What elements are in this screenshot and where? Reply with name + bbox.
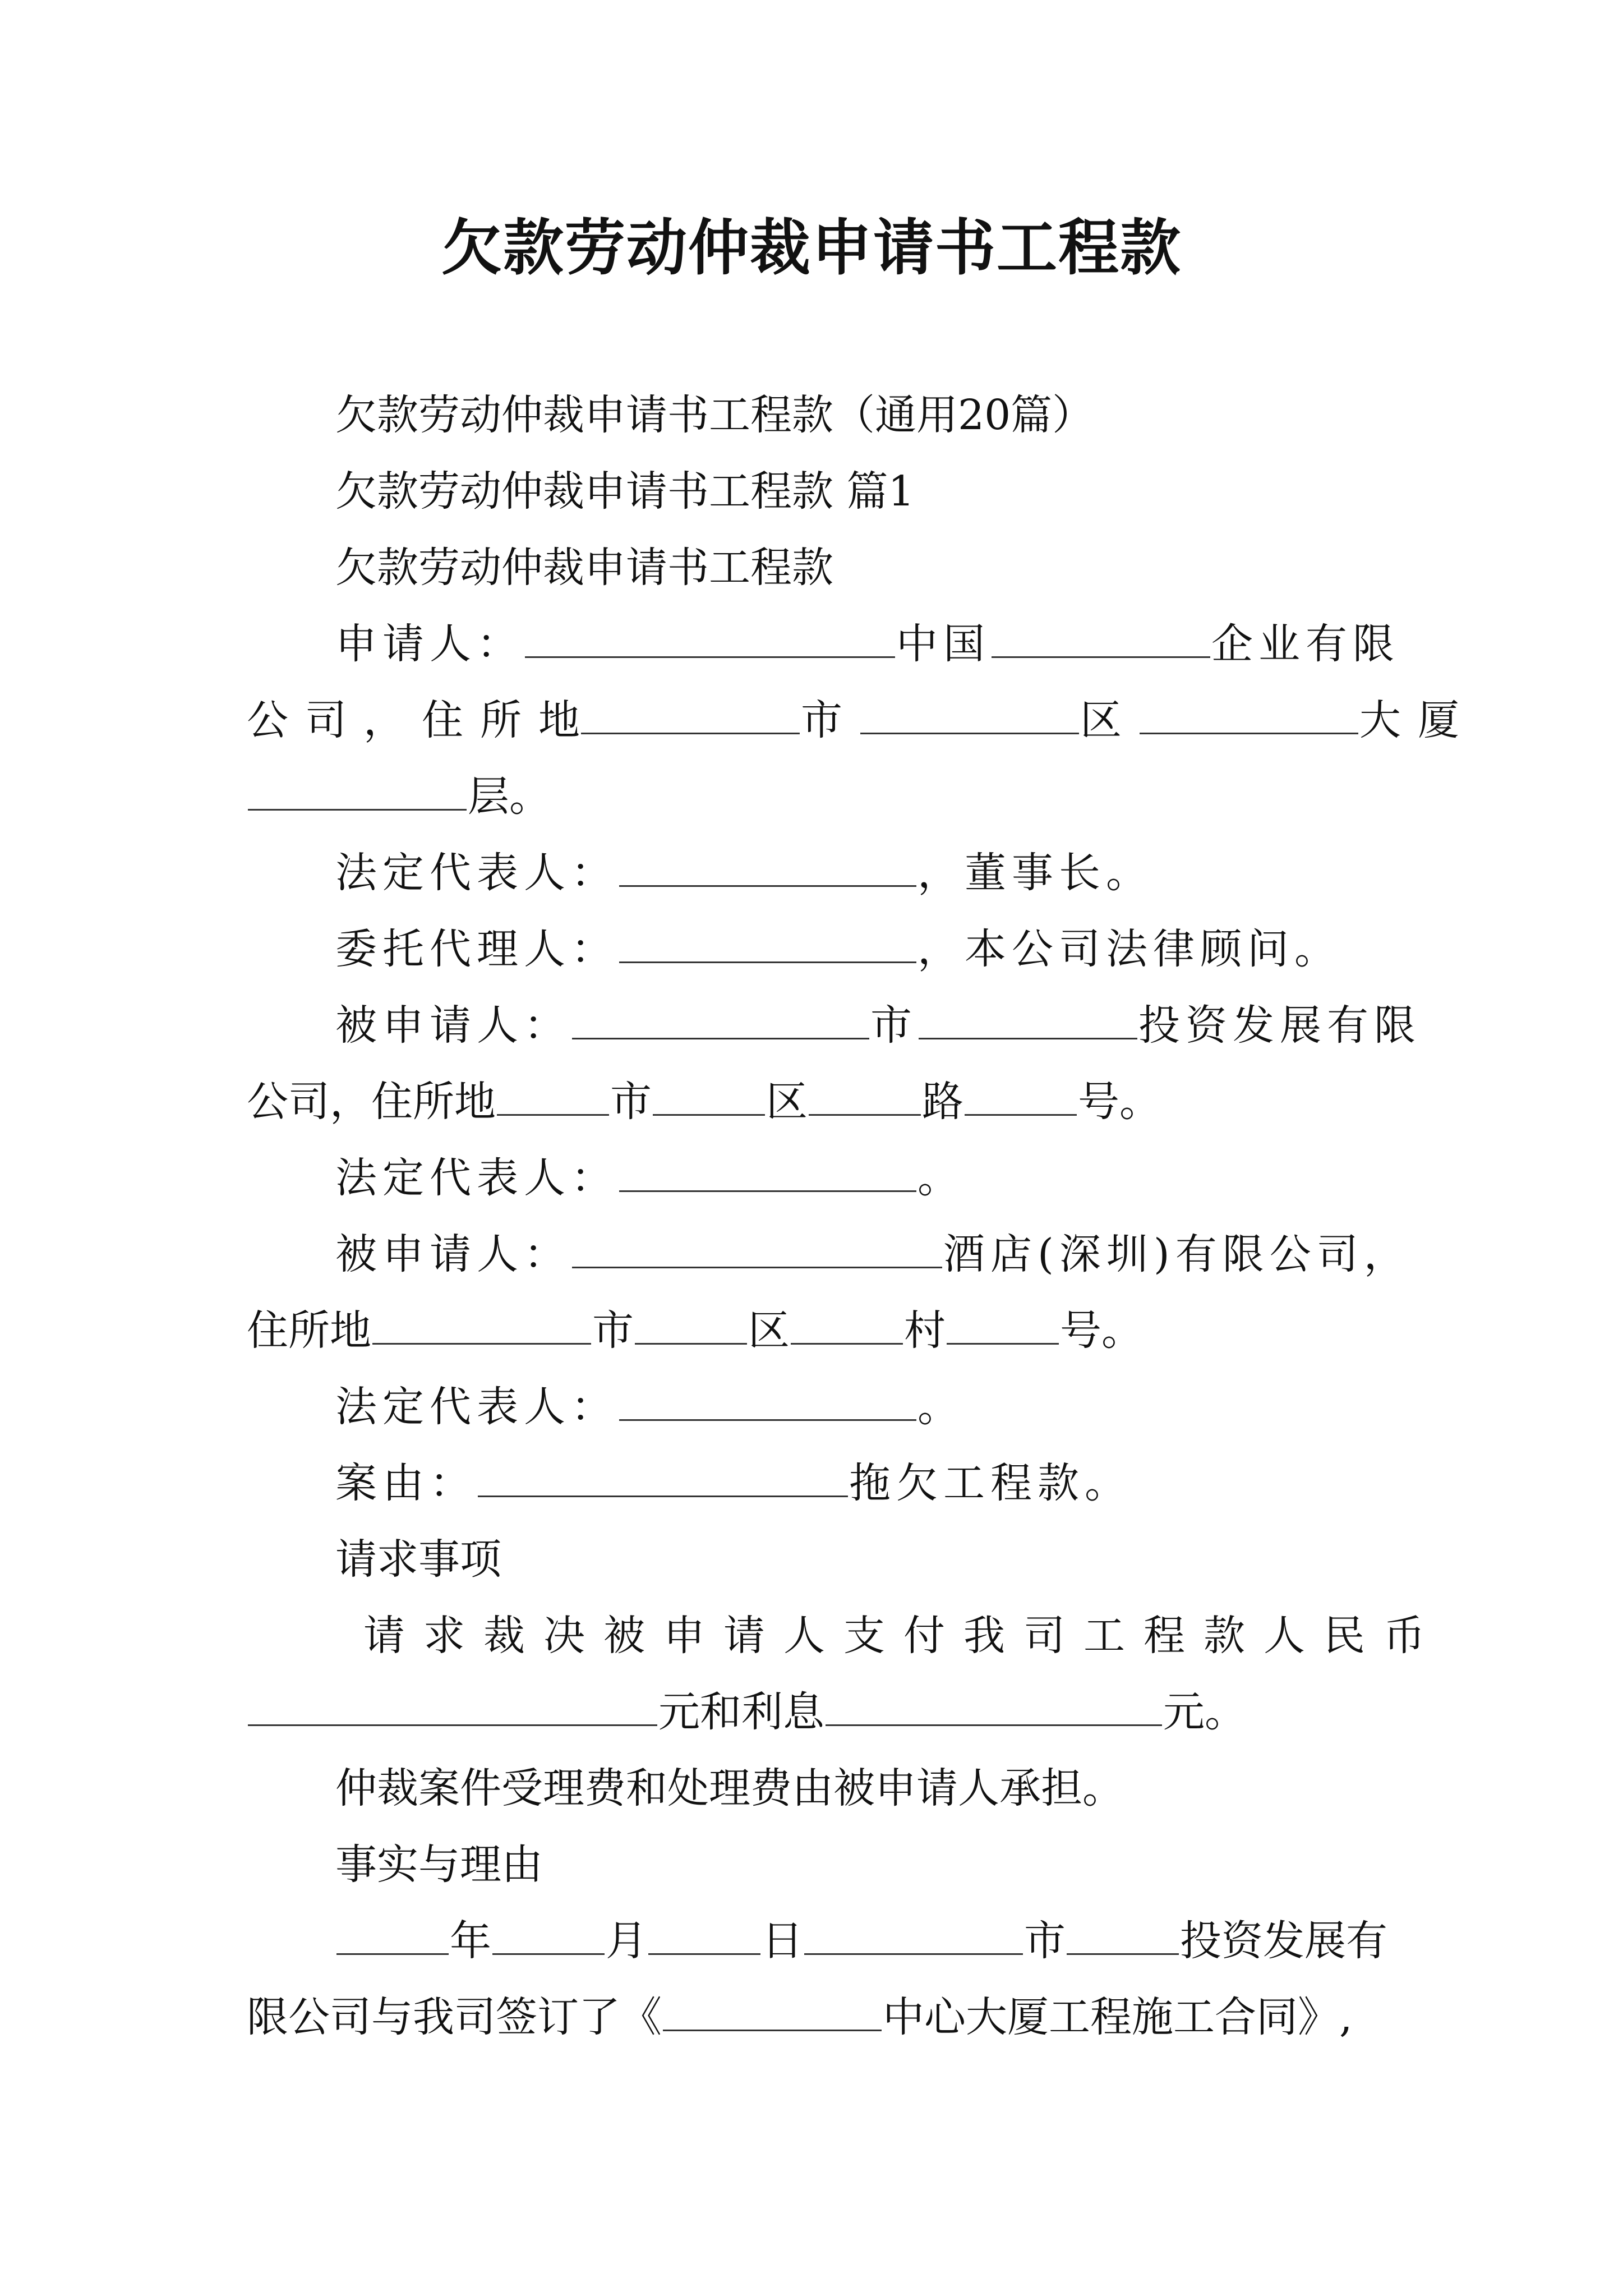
respondent-text: 号。 xyxy=(1078,1078,1161,1126)
blank-field xyxy=(826,1690,1162,1726)
document-title: 欠款劳动仲裁申请书工程款 xyxy=(441,213,1182,283)
blank-field xyxy=(478,1461,848,1497)
legal-rep-line-3 xyxy=(335,1379,965,1435)
facts-heading: 事实与理由 xyxy=(335,1841,543,1889)
blank-field xyxy=(572,1003,869,1039)
facts-text: 中心大厦工程施工合同》, xyxy=(883,1993,1353,2041)
legal-rep-suffix: 。 xyxy=(917,1154,965,1202)
respondent-text: 市 xyxy=(610,1078,652,1126)
blank-field xyxy=(525,622,895,658)
applicant-text: 市 xyxy=(801,696,859,744)
blank-field xyxy=(572,1232,942,1268)
claim-1-line-2 xyxy=(247,1684,1246,1740)
legal-rep-suffix: 。 xyxy=(917,1383,965,1431)
applicant-text: 层。 xyxy=(468,772,551,821)
respondent-text: 区 xyxy=(766,1078,808,1126)
cause-line xyxy=(335,1455,1132,1511)
respondent-label: 被申请人： xyxy=(335,1230,571,1278)
legal-rep-line-1 xyxy=(335,845,1153,901)
blank-field xyxy=(248,1690,657,1726)
blank-field xyxy=(336,1918,449,1955)
claim-text: 元。 xyxy=(1163,1688,1246,1736)
applicant-text: 中国 xyxy=(896,620,990,668)
blank-field xyxy=(1067,1918,1179,1955)
blank-field xyxy=(653,1079,765,1116)
applicant-label: 申请人： xyxy=(335,620,524,668)
blank-field xyxy=(619,1384,916,1421)
applicant-text: 区 xyxy=(1080,696,1138,744)
facts-text: 日 xyxy=(762,1917,803,1965)
applicant-line-1 xyxy=(335,616,1400,672)
respondent-text: 市 xyxy=(592,1306,634,1355)
legal-rep-label: 法定代表人： xyxy=(335,849,618,897)
claims-heading: 请求事项 xyxy=(335,1535,501,1584)
blank-field xyxy=(992,622,1210,658)
facts-line-1 xyxy=(335,1913,1387,1969)
cause-suffix: 拖欠工程款。 xyxy=(849,1459,1132,1507)
respondent-text: 酒店(深圳)有限公司， xyxy=(943,1230,1411,1278)
blank-field xyxy=(581,698,800,734)
respondent-text: 区 xyxy=(748,1306,790,1355)
respondent-text: 住所地 xyxy=(247,1306,371,1355)
blank-field xyxy=(497,1079,609,1116)
respondent-text: 路 xyxy=(922,1078,963,1126)
blank-field xyxy=(1140,698,1358,734)
cause-label: 案由： xyxy=(335,1459,477,1507)
applicant-text: 大厦 xyxy=(1359,696,1476,744)
blank-field xyxy=(248,774,467,811)
legal-rep-suffix: ，董事长。 xyxy=(917,849,1153,897)
claim-1-line-1: 请求裁决被申请人支付我司工程款人民币 xyxy=(363,1612,1444,1660)
agent-line xyxy=(335,921,1341,977)
respondent-text: 公司，住所地 xyxy=(247,1078,496,1126)
blank-field xyxy=(648,1918,760,1955)
respondent-1-line-2 xyxy=(247,1074,1161,1130)
respondent-2-line-1 xyxy=(335,1226,1411,1282)
agent-suffix: ，本公司法律顾问。 xyxy=(917,925,1341,973)
applicant-text: 公司，住所地 xyxy=(247,696,597,744)
blank-field xyxy=(635,1308,747,1345)
facts-line-2 xyxy=(247,1989,1353,2045)
blank-field xyxy=(791,1308,903,1345)
facts-text: 年 xyxy=(450,1917,491,1965)
respondent-2-line-2 xyxy=(247,1303,1143,1359)
legal-rep-label: 法定代表人： xyxy=(335,1154,618,1202)
agent-label: 委托代理人： xyxy=(335,925,618,973)
facts-text: 限公司与我司签订了《 xyxy=(247,1993,662,2041)
claim-2: 仲裁案件受理费和处理费由被申请人承担。 xyxy=(335,1764,1124,1812)
blank-field xyxy=(919,1003,1137,1039)
blank-field xyxy=(965,1079,1077,1116)
subtitle: 欠款劳动仲裁申请书工程款（通用20篇） xyxy=(335,391,1094,439)
blank-field xyxy=(372,1308,591,1345)
legal-rep-line-2 xyxy=(335,1150,965,1206)
blank-field xyxy=(663,1995,882,2031)
applicant-line-2 xyxy=(247,692,1476,748)
facts-text: 月 xyxy=(606,1917,647,1965)
claim-text: 元和利息 xyxy=(658,1688,824,1736)
respondent-text: 号。 xyxy=(1060,1306,1143,1355)
legal-rep-label: 法定代表人： xyxy=(335,1383,618,1431)
respondent-text: 村 xyxy=(904,1306,946,1355)
doc-heading: 欠款劳动仲裁申请书工程款 xyxy=(335,544,833,592)
applicant-text: 企业有限 xyxy=(1211,620,1400,668)
blank-field xyxy=(619,927,916,963)
respondent-1-line-1 xyxy=(335,997,1421,1053)
section-heading: 欠款劳动仲裁申请书工程款 篇1 xyxy=(335,467,915,516)
blank-field xyxy=(619,850,916,887)
respondent-text: 市 xyxy=(870,1001,917,1050)
respondent-label: 被申请人： xyxy=(335,1001,571,1050)
blank-field xyxy=(809,1079,921,1116)
applicant-line-3 xyxy=(247,769,551,825)
blank-field xyxy=(492,1918,605,1955)
blank-field xyxy=(804,1918,1023,1955)
respondent-text: 投资发展有限 xyxy=(1138,1001,1421,1050)
blank-field xyxy=(947,1308,1059,1345)
blank-field xyxy=(860,698,1079,734)
blank-field xyxy=(619,1156,916,1192)
facts-text: 市 xyxy=(1024,1917,1066,1965)
facts-text: 投资发展有 xyxy=(1180,1917,1387,1965)
